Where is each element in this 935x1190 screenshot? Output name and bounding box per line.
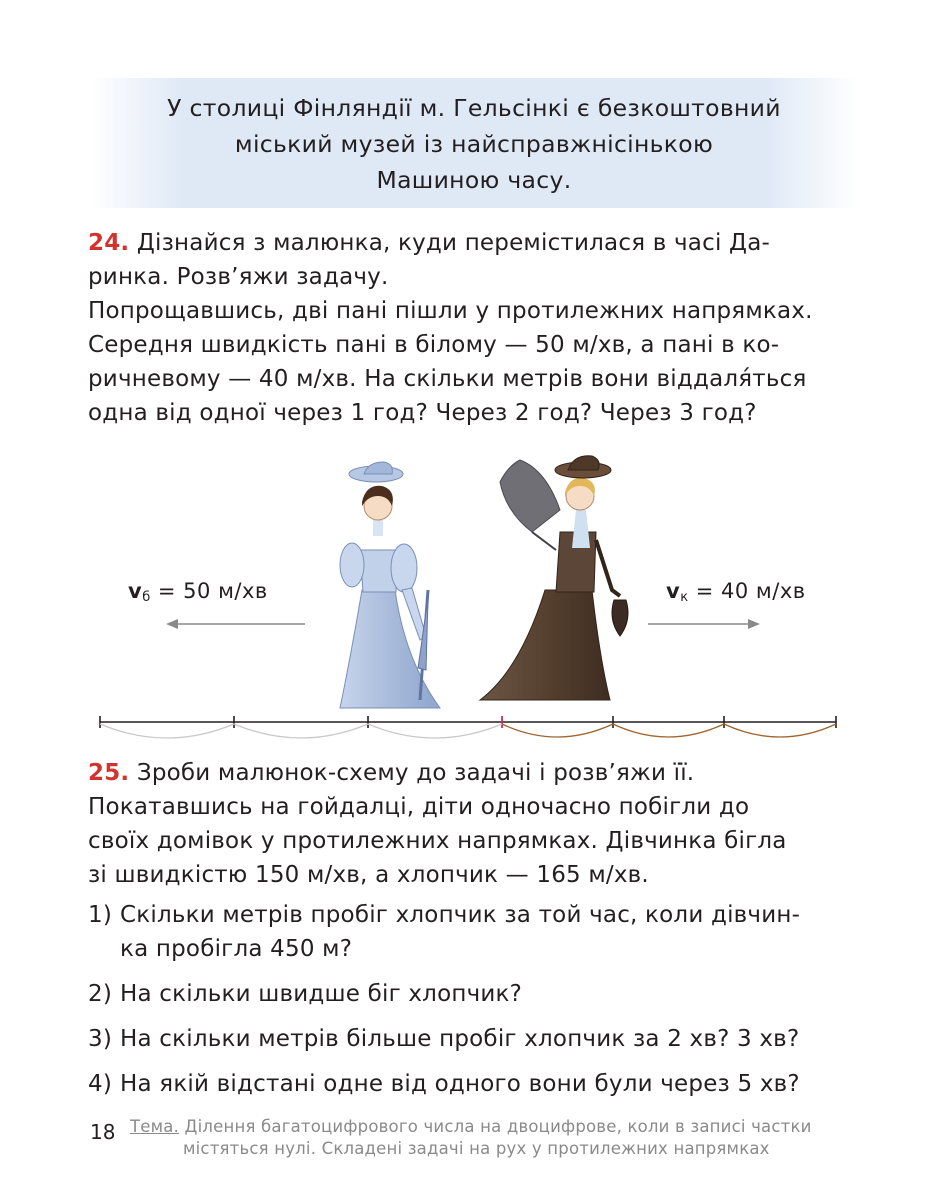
footer-topic: [130, 1116, 870, 1160]
question-item: [88, 898, 863, 966]
velocity-symbol: v: [666, 579, 681, 603]
page-number: 18: [90, 1120, 116, 1144]
speed-label-white: [128, 579, 268, 605]
question-number: 2): [88, 981, 113, 1007]
task-24-intro-line1: Дізнайся з малюнка, куди перемістилася в часі Да-: [129, 230, 771, 256]
question-text: На скільки швидше біг хлопчик?: [120, 981, 523, 1007]
task-24-problem-line: Попрощавшись, дві пані пішли у протилежних напрямках.: [88, 298, 813, 324]
task-25-intro-text: Зроби малюнок-схему до задачі і розв’яжи її.: [129, 760, 695, 786]
question-number: 1): [88, 902, 113, 928]
fact-box: [90, 78, 858, 208]
task-25-problem-line: Покатавшись на гойдалці, діти одночасно побігли до: [88, 794, 750, 820]
question-item: [88, 977, 863, 1011]
arrow-left: [166, 619, 305, 629]
fact-text: [90, 90, 858, 198]
question-number: 3): [88, 1026, 113, 1052]
question-text: На скільки метрів більше пробіг хлопчик за 2 хв? 3 хв?: [120, 1026, 800, 1052]
speed-label-brown: [666, 579, 806, 605]
topic-label: Тема.: [130, 1117, 180, 1136]
question-number: 4): [88, 1071, 113, 1097]
velocity-subscript: б: [142, 590, 151, 605]
velocity-value: = 40 м/хв: [688, 579, 806, 603]
velocity-value: = 50 м/хв: [150, 579, 268, 603]
segment-scheme: [100, 716, 836, 738]
fact-line: Машиною часу.: [376, 166, 572, 194]
fact-line: міський музей із найсправжнісінькою: [234, 130, 714, 158]
task-24-problem-line: Середня швидкість пані в білому — 50 м/хв, а пані в ко-: [88, 332, 780, 358]
question-item: [88, 1022, 863, 1056]
velocity-subscript: к: [680, 590, 689, 605]
task-number: 25.: [88, 760, 130, 786]
question-text: ка пробігла 450 м?: [120, 936, 353, 962]
task-24: [88, 226, 863, 430]
topic-line2: містяться нулі. Складені задачі на рух у протилежних напрямках: [183, 1139, 770, 1158]
lady-in-white: [340, 462, 440, 708]
lady-in-brown: [480, 456, 628, 700]
question-item: [88, 1067, 863, 1101]
question-text: На якій відстані одне від одного вони були через 5 хв?: [120, 1071, 800, 1097]
task-24-problem-line: одна від одної через 1 год? Через 2 год? Через 3 год?: [88, 400, 757, 426]
task-25-problem-line: зі швидкістю 150 м/хв, а хлопчик — 165 м/хв.: [88, 862, 649, 888]
fact-line: У столиці Фінляндії м. Гельсінкі є безкоштовний: [167, 94, 781, 122]
motion-illustration: [0, 440, 935, 750]
task-24-problem-line: ричневому — 40 м/хв. На скільки метрів вони віддаля́ться: [88, 366, 807, 392]
task-25-intro: [88, 756, 863, 790]
topic-line1: Ділення багатоцифрового числа на двоцифрове, коли в записі частки: [179, 1117, 812, 1136]
arrow-right: [648, 619, 760, 629]
task-24-intro: [88, 226, 863, 260]
task-number: 24.: [88, 230, 130, 256]
velocity-symbol: v: [128, 579, 143, 603]
task-25-problem-line: своїх домівок у протилежних напрямках. Дівчинка бігла: [88, 828, 787, 854]
question-text: Скільки метрів пробіг хлопчик за той час, коли дівчин-: [120, 902, 801, 928]
task-24-intro-line2: ринка. Розв’яжи задачу.: [88, 264, 389, 290]
task-25: [88, 756, 863, 1101]
